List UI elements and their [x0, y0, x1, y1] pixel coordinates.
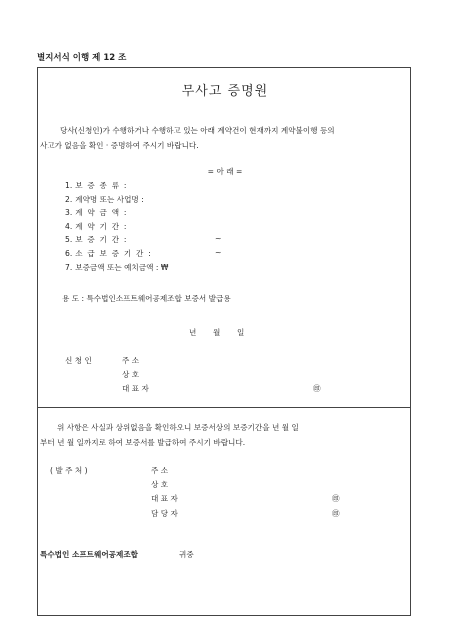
applicant-rep-label: 대 표 자: [122, 384, 149, 393]
applicant-label: 신 청 인: [65, 356, 92, 365]
form-number: 별지서식 이행 제 12 조: [37, 53, 127, 63]
item-row: [65, 221, 128, 232]
item-range-tilde: ~: [215, 234, 222, 244]
confirm-line-2: 부터 년 월 일까지로 하여 보증서를 발급하여 주시기 바랍니다.: [40, 438, 246, 447]
item-label: 소 급 보 증 기 간 :: [75, 249, 152, 258]
footer-to: 귀중: [179, 550, 194, 559]
intro-line-1: 당사(신청인)가 수행하거나 수행하고 있는 아래 계약건이 현재까지 계약불이행 등의: [60, 126, 335, 135]
item-number: 6.: [65, 249, 73, 258]
intro-line-2: 사고가 없음을 확인 · 증명하여 주시기 바랍니다.: [40, 141, 199, 150]
issuer-label: ( 발 주 처 ): [50, 466, 88, 475]
item-number: 4.: [65, 221, 73, 231]
item-label: 보증금액 또는 예치금액 : ₩: [75, 262, 169, 272]
item-label: 계약명 또는 사업명 :: [75, 194, 144, 204]
issuer-manager-label: 담 당 자: [151, 509, 178, 518]
item-label: 보 증 기 간 :: [75, 235, 128, 245]
item-number: 2.: [65, 194, 73, 204]
issuer-company-label: 상 호: [151, 480, 169, 489]
issuer-address-label: 주 소: [151, 466, 169, 475]
item-label: 보 증 종 류 :: [75, 181, 128, 190]
item-row: [65, 262, 168, 273]
issuer-rep-label: 대 표 자: [151, 494, 178, 503]
item-row: [65, 207, 128, 218]
applicant-address-label: 주 소: [122, 356, 140, 365]
date-month: 월: [213, 328, 221, 337]
item-label: 계 약 기 간 :: [75, 221, 128, 231]
confirm-line-1: 위 사항은 사실과 상위없음을 확인하오니 보증서상의 보증기간을 년 월 일: [57, 423, 299, 432]
item-number: 3.: [65, 208, 73, 218]
document-title: 무사고 증명원: [181, 84, 269, 99]
below-heading: = 아 래 =: [207, 167, 243, 176]
purpose-line: 용 도 : 특수법인소프트웨어공제조합 보증서 발급용: [62, 294, 231, 303]
issuer-rep-seal: ㊞: [332, 494, 340, 503]
item-number: 5.: [65, 235, 73, 245]
item-number: 1.: [65, 181, 73, 190]
date-year: 년: [189, 328, 197, 337]
item-row: [65, 194, 144, 205]
item-row: [65, 234, 128, 245]
footer-org: 특수법인 소프트웨어공제조합: [40, 550, 139, 559]
section-divider: [37, 407, 411, 408]
item-row: [65, 248, 152, 259]
applicant-company-label: 상 호: [122, 370, 140, 379]
item-row: [65, 180, 128, 191]
applicant-seal: ㊞: [313, 384, 321, 393]
issuer-manager-seal: ㊞: [332, 509, 340, 518]
item-range-tilde: ~: [215, 248, 222, 257]
date-day: 일: [237, 328, 245, 337]
item-label: 계 약 금 액 :: [75, 208, 128, 218]
item-number: 7.: [65, 262, 73, 272]
